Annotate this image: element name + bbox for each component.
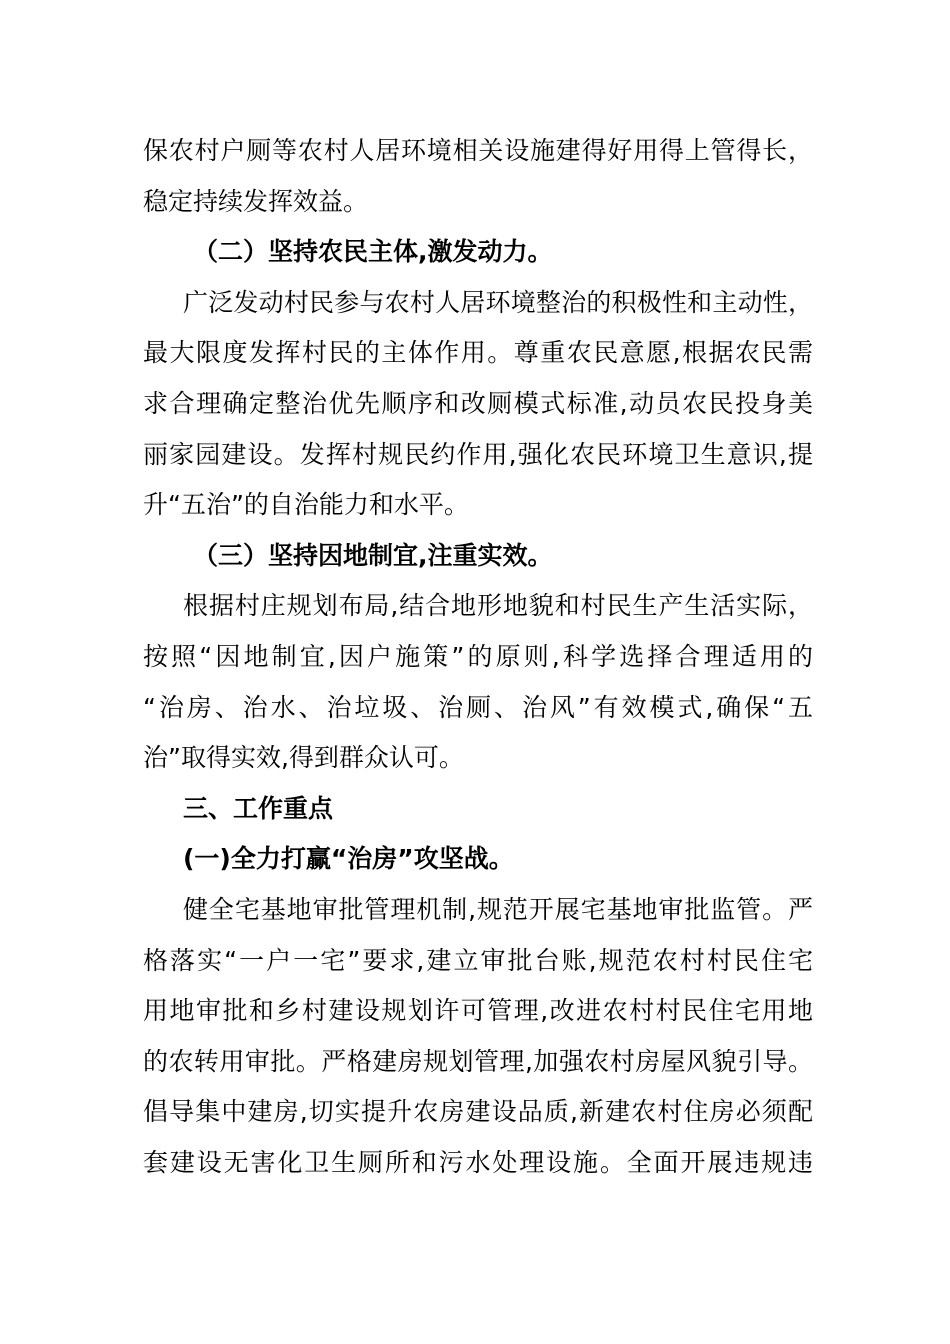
chapter-heading: 三、工作重点 xyxy=(183,793,334,823)
section-heading: （二）坚持农民主体,激发动力。 xyxy=(193,237,553,267)
body-text-line: 求合理确定整治优先顺序和改厕模式标准,动员农民投身美 xyxy=(143,388,813,418)
body-text-line: 按照“因地制宜,因户施策”的原则,科学选择合理适用的 xyxy=(143,641,813,671)
body-text-line: 套建设无害化卫生厕所和污水处理设施。全面开展违规违 xyxy=(143,1147,813,1177)
document-body xyxy=(143,126,813,1188)
body-text-line: 保农村户厕等农村人居环境相关设施建得好用得上管得长， xyxy=(143,136,813,165)
body-text-line: 治”取得实效,得到群众认可。 xyxy=(143,743,464,773)
body-text-line: 格落实“一户一宅”要求,建立审批台账,规范农村村民住宅 xyxy=(143,945,813,975)
body-text-line: 的农转用审批。严格建房规划管理,加强农村房屋风貌引导。 xyxy=(143,1046,813,1076)
body-text-line: 稳定持续发挥效益。 xyxy=(143,186,369,216)
body-text-line: 广泛发动村民参与农村人居环境整治的积极性和主动性， xyxy=(183,287,813,317)
body-text-line: 用地审批和乡村建设规划许可管理,改进农村村民住宅用地 xyxy=(143,996,813,1026)
body-text-line: 最大限度发挥村民的主体作用。尊重农民意愿,根据农民需 xyxy=(143,338,813,368)
body-text-line: 丽家园建设。发挥村规民约作用,强化农民环境卫生意识,提 xyxy=(143,439,813,469)
body-text-line: “治房、治水、治垃圾、治厕、治风”有效模式,确保“五 xyxy=(143,692,813,722)
section-heading: （三）坚持因地制宜,注重实效。 xyxy=(193,540,553,570)
section-heading: (一)全力打赢“治房”攻坚战。 xyxy=(183,844,514,874)
body-text-line: 健全宅基地审批管理机制,规范开展宅基地审批监管。严 xyxy=(183,894,813,924)
body-text-line: 倡导集中建房,切实提升农房建设品质,新建农村住房必须配 xyxy=(143,1097,813,1127)
body-text-line: 升“五治”的自治能力和水平。 xyxy=(143,490,469,520)
body-text-line: 根据村庄规划布局,结合地形地貌和村民生产生活实际， xyxy=(183,591,813,621)
